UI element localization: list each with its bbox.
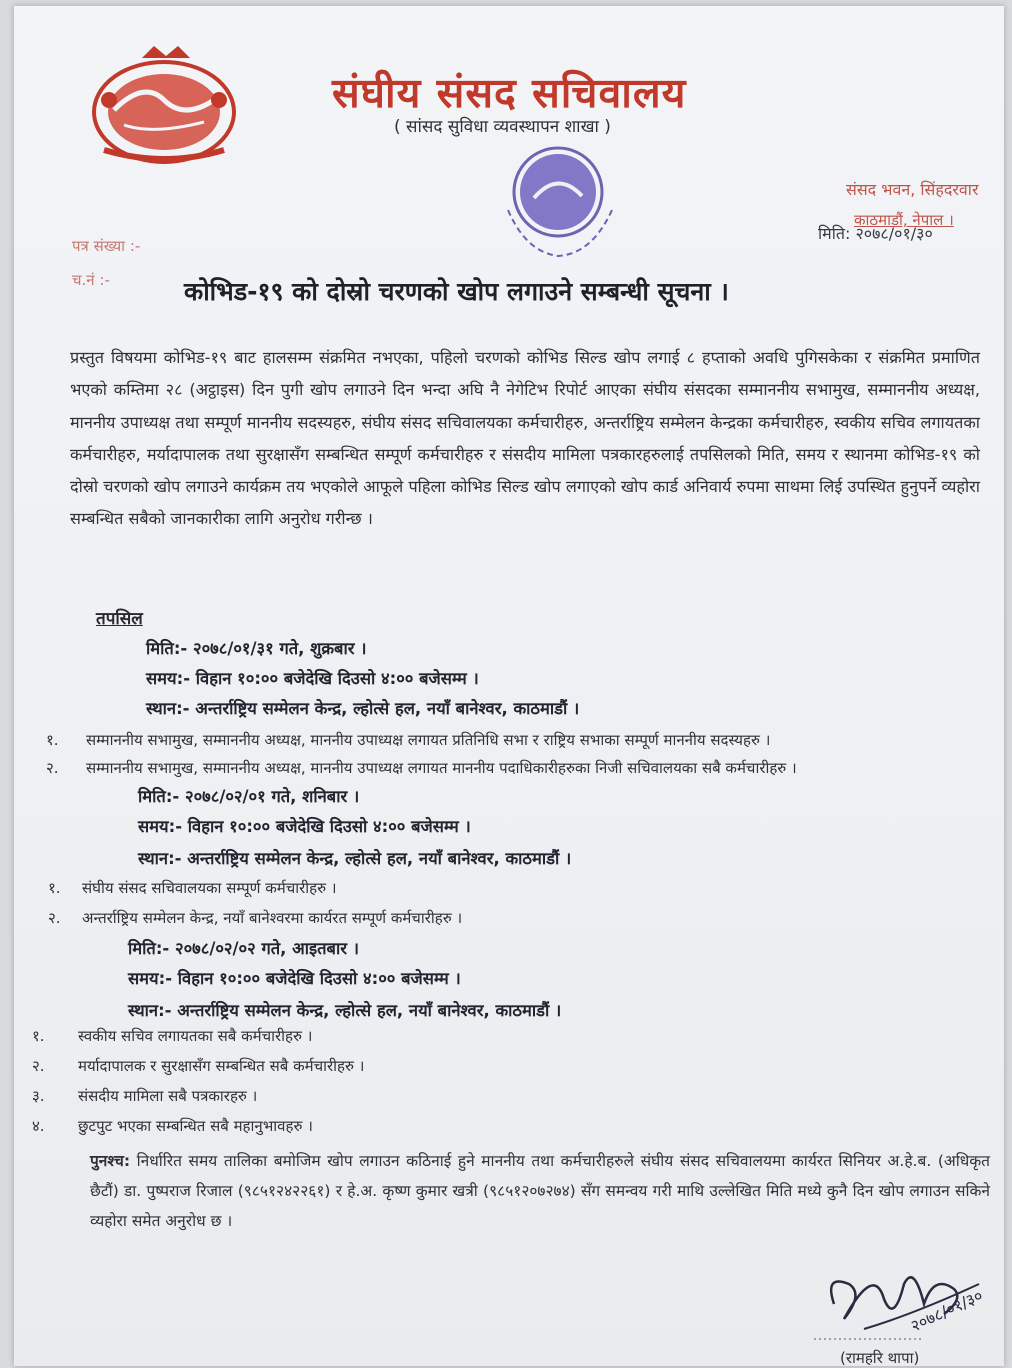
letter-date: मिति: २०७८/०१/३० — [818, 224, 933, 243]
office-title: संघीय संसद सचिवालय — [332, 69, 687, 117]
schedule-1-item-2-number: २. — [46, 759, 59, 777]
notice-heading: कोभिड-१९ को दोस्रो चरणको खोप लगाउने सम्बन्धी सूचना । — [184, 277, 729, 306]
schedule-1-time: समय:- विहान १०:०० बजेदेखि दिउसो ४:०० बजेसम्म । — [146, 669, 479, 688]
schedule-2-item-2: अन्तर्राष्ट्रिय सम्मेलन केन्द्र, नयाँ बानेश्वरमा कार्यरत सम्पूर्ण कर्मचारीहरु । — [82, 909, 463, 927]
schedule-1-place: स्थान:- अन्तर्राष्ट्रिय सम्मेलन केन्द्र, ल्होत्से हल, नयाँ बानेश्वर, काठमाडौं । — [146, 699, 580, 718]
schedule-1-item-1: सम्माननीय सभामुख, सम्माननीय अध्यक्ष, माननीय उपाध्यक्ष लगायत प्रतिनिधि सभा र राष्ट्रिय सभाका सम्पूर्ण माननीय सदस्यहरु । — [86, 731, 771, 749]
schedule-3-item-4-number: ४. — [32, 1117, 45, 1135]
schedule-1-item-1-number: १. — [46, 731, 59, 749]
nepal-emblem-logo — [84, 40, 244, 170]
schedule-3-item-3: संसदीय मामिला सबै पत्रकारहरु । — [78, 1087, 258, 1105]
schedule-1-date: मिति:- २०७८/०१/३१ गते, शुक्रबार । — [146, 639, 367, 658]
schedule-3-time: समय:- विहान १०:०० बजेदेखि दिउसो ४:०० बजेसम्म । — [128, 969, 461, 988]
schedule-3-item-3-number: ३. — [32, 1087, 45, 1105]
office-address-line2: काठमाडौं, नेपाल । — [854, 211, 954, 229]
postscript-text: निर्धारित समय तालिका बमोजिम खोप लगाउन कठिनाई हुने माननीय तथा कर्मचारीहरुले संघीय संसद सचिवालयमा कार्यरत सिनियर अ.हे.ब. (अधिकृत छैटौं) डा. पुष्पराज रिजाल (९८५१२४२२६१) र हे.अ. कृष्ण कुमार खत्री (९८५१२०७२७४) सँग समन्वय गरी माथि उल्लेखित मिति मध्ये कुनै दिन खोप लगाउन सकिने व्यहोरा समेत अनुरोध छ । — [90, 1152, 990, 1230]
handwritten-signature — [804, 1244, 1004, 1354]
dispatch-number-label: च.नं :- — [72, 271, 110, 289]
schedule-3-item-1-number: १. — [32, 1027, 45, 1045]
schedule-3-date: मिति:- २०७८/०२/०२ गते, आइतबार । — [128, 939, 359, 958]
signatory-name: (रामहरि थापा) — [840, 1349, 920, 1367]
details-label: तपसिल — [96, 609, 143, 629]
schedule-3-item-2: मर्यादापालक र सुरक्षासँग सम्बन्धित सबै कर्मचारीहरु । — [78, 1057, 365, 1075]
notice-body-paragraph: प्रस्तुत विषयमा कोभिड-१९ बाट हालसम्म संक्रमित नभएका, पहिलो चरणको कोभिड सिल्ड खोप लगाई ८ हप्ताको अवधि पुगिसकेका र संक्रमित प्रमाणित भएको कम्तिमा २८ (अट्ठाइस) दिन पुगी खोप लगाउने दिन भन्दा अघि नै नेगेटिभ रिपोर्ट आएका संघीय संसदका सम्माननीय सभामुख, सम्माननीय अध्यक्ष, माननीय उपाध्यक्ष तथा सम्पूर्ण माननीय सदस्यहरु, संघीय संसद सचिवालयका कर्मचारीहरु, अन्तर्राष्ट्रिय सम्मेलन केन्द्रका कर्मचारीहरु, स्वकीय सचिव लगायतका कर्मचारीहरु, मर्यादापालक तथा सुरक्षासँग सम्बन्धित सम्पूर्ण कर्मचारीहरु र संसदीय मामिला पत्रकारहरुलाई तपसिलको मिति, समय र स्थानमा कोभिड-१९ को दोस्रो चरणको खोप लगाउने कार्यक्रम तय भएकोले आफूले पहिला कोभिड सिल्ड खोप लगाएको खोप कार्ड अनिवार्य रुपमा साथमा लिई उपस्थित हुनुपर्ने व्यहोरा सम्बन्धित सबैको जानकारीका लागि अनुरोध गरीन्छ । — [70, 348, 980, 529]
schedule-2-item-1: संघीय संसद सचिवालयका सम्पूर्ण कर्मचारीहरु । — [82, 879, 337, 897]
postscript-label: पुनश्च: — [90, 1152, 131, 1170]
schedule-3-item-2-number: २. — [32, 1057, 45, 1075]
schedule-3-item-1: स्वकीय सचिव लगायतका सबै कर्मचारीहरु । — [78, 1027, 313, 1045]
office-seal-stamp — [486, 140, 636, 270]
schedule-2-date: मिति:- २०७८/०२/०१ गते, शनिबार । — [138, 787, 360, 806]
reference-number-label: पत्र संख्या :- — [72, 237, 141, 255]
schedule-2-item-2-number: २. — [48, 909, 61, 927]
signature-date: २०७८/०१/३० — [907, 1285, 986, 1336]
letter-paper — [14, 6, 1004, 1366]
schedule-3-place: स्थान:- अन्तर्राष्ट्रिय सम्मेलन केन्द्र, ल्होत्से हल, नयाँ बानेश्वर, काठमाडौं । — [128, 1001, 562, 1020]
office-subtitle: ( सांसद सुविधा व्यवस्थापन शाखा ) — [394, 117, 611, 137]
schedule-2-time: समय:- विहान १०:०० बजेदेखि दिउसो ४:०० बजेसम्म । — [138, 817, 471, 836]
postscript-paragraph — [90, 1146, 990, 1236]
office-address-line1: संसद भवन, सिंहदरवार — [846, 180, 979, 199]
schedule-3-item-4: छुटपुट भएका सम्बन्धित सबै महानुभावहरु । — [78, 1117, 313, 1135]
schedule-2-item-1-number: १. — [48, 879, 61, 897]
schedule-2-place: स्थान:- अन्तर्राष्ट्रिय सम्मेलन केन्द्र, ल्होत्से हल, नयाँ बानेश्वर, काठमाडौं । — [138, 849, 572, 868]
schedule-1-item-2: सम्माननीय सभामुख, सम्माननीय अध्यक्ष, माननीय उपाध्यक्ष लगायत माननीय पदाधिकारीहरुका निजी सचिवालयका सबै कर्मचारीहरु । — [86, 759, 797, 777]
